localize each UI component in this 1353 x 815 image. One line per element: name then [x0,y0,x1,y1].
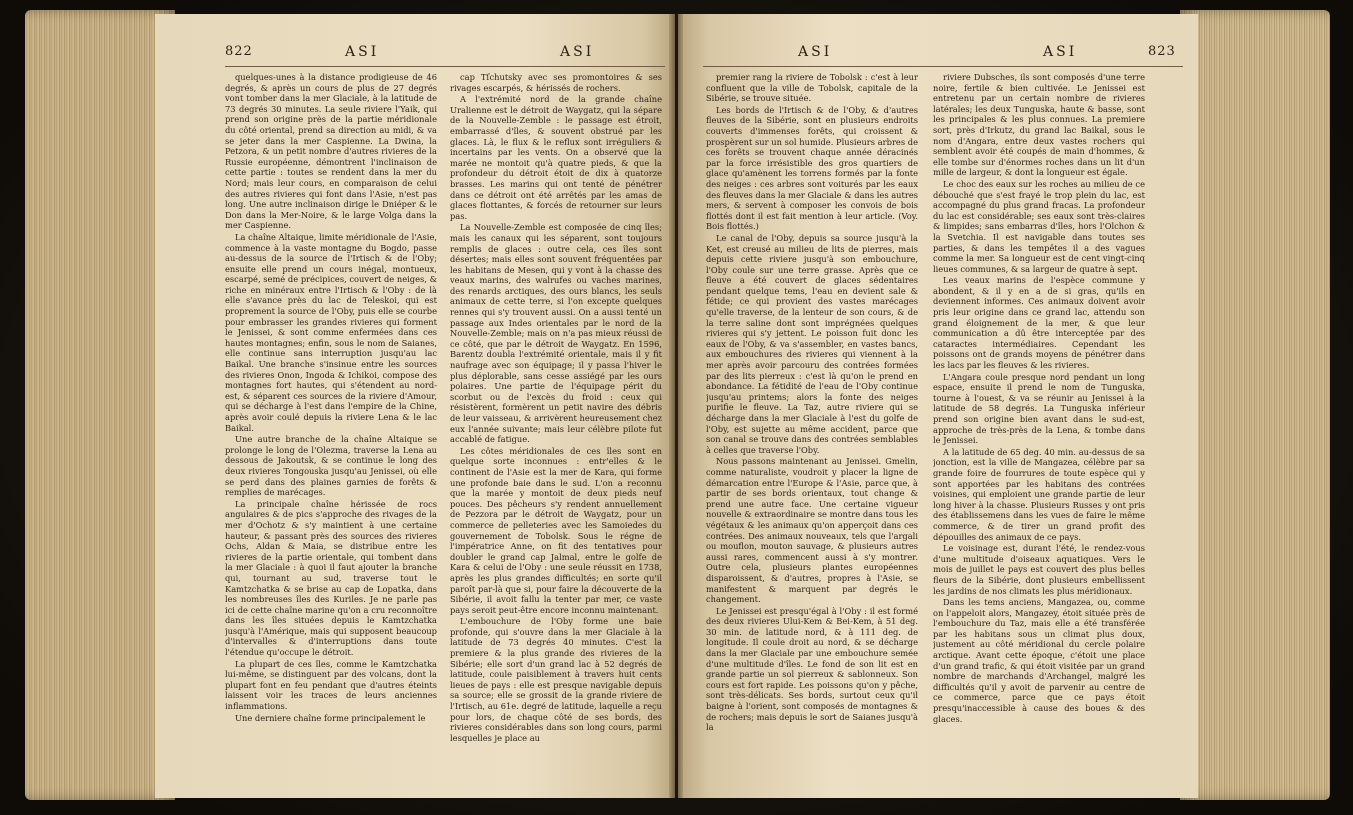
right-page-edges [1180,10,1330,800]
header-rule [225,66,665,67]
paragraph: Nous passons maintenant au Jenissei. Gmelin, comme naturaliste, voudroit y placer la ligne de démarcation entre l'Europe & l'Asie, parce que, à partir de ses bords orientaux, tout change & prend une autre face. Une certaine vigueur nouvelle & extraordinaire se montre dans tous les végétaux & les animaux qu'on apperçoit dans ces contrées. Des animaux nouveaux, tels que l'argali ou mouflon, mouton sauvage, & plusieurs autres aussi rares, commencent aussi à s'y montrer. Outre cela, plusieurs plantes européennes disparoissent, & d'autres, propres à l'Asie, se manifestent & marquent par degrés le changement. [706,456,918,605]
paragraph: Les veaux marins de l'espèce commune y abondent, & il y en a de si gras, qu'ils en deviennent informes. Ces animaux doivent avoir pris leur origine dans ce grand lac, attendu son grand éloignement de la mer, & que leur communication a dû être interceptée par des cataractes intermédiaires. Cependant les poissons ont de grands moyens de pénétrer dans les lacs par les fleuves & les rivieres. [933,275,1145,371]
running-head: ASI [798,44,833,60]
text-column-left-2 [450,72,662,792]
paragraph: cap Tſchutsky avec ses promontoires & ses rivages escarpés, & hérissés de rochers. [450,72,662,93]
running-head: ASI [560,44,595,60]
header-rule [703,66,1183,67]
paragraph: L'Angara coule presque nord pendant un long espace, ensuite il prend le nom de Tunguska, tourne à l'ouest, & va se réunir au Jenissei à la latitude de 58 degrés. La Tunguska inférieur prend son origine bien avant dans le sud-est, approche de très-près de la Lena, & tombe dans le Jenissei. [933,371,1145,446]
paragraph: Le choc des eaux sur les roches au milieu de ce débouché que s'est frayé le trop plein du lac, est accompagné du plus grand fracas. La profondeur du lac est considérable; ses eaux sont très-claires & limpides; sans embarras d'îles, hors l'Olchon & la Svetchia. Il est navigable dans toutes ses parties, & dans les tempêtes il a des vagues comme la mer. Sa longueur est de cent vingt-cinq lieues communes, & sa largeur de quatre à sept. [933,178,1145,274]
paragraph: A la latitude de 65 deg. 40 min. au-dessus de sa jonction, est la ville de Mangazea, célèbre par sa grande foire de fourrures de toute espèce qui y sont apportées par les habitans des contrées voisines, qui emploient une grande partie de leur long hiver à la chasse. Plusieurs Russes y ont pris des établissemens dans les vues de faire le même commerce, & de tirer un grand profit des dépouilles des animaux de ce pays. [933,446,1145,542]
page-number-left: 822 [225,44,253,59]
paragraph: La Nouvelle-Zemble est composée de cinq îles; mais les canaux qui les séparent, sont toujours remplis de glaces : outre cela, ces îles sont désertes; mais elles sont souvent fréquentées par les habitans de Mesen, qui y vont à la chasse des veaux marins, des walrufes ou vaches marines, des renards arctiques, des ours blancs, les seuls animaux de cette terre, si l'on excepte quelques rennes qui s'y trouvent aussi. On a aussi tenté un passage aux Indes orientales par le nord de la Nouvelle-Zemble; mais on n'a pas mieux réussi de ce côté, que par le détroit de Waygatz. En 1596, Barentz doubla l'extrémité orientale, mais il y fit naufrage avec son équipage; il y passa l'hiver le plus déplorable, sans cesse assiégé par les ours polaires. Une partie de l'équipage périt du scorbut ou de l'excès du froid : ceux qui résistèrent, formèrent un petit navire des débris de leur vaisseau, & arrivèrent heureusement chez eux l'année suivante; mais leur célèbre pilote fut accablé de fatigue. [450,222,662,445]
text-column-left-1 [225,72,437,792]
paragraph: L'embouchure de l'Oby forme une baie profonde, qui s'ouvre dans la mer Glaciale à la latitude de 73 degrés 40 minutes. C'est la premiere & la plus grande des rivieres de la Sibérie; elle sort d'un grand lac à 52 degrés de latitude, coule paisiblement à travers huit cents lieues de pays : elle est presque navigable depuis sa source; elle se grossit de la grande riviere de l'Irtisch, au 61e. degré de latitude, laquelle a reçu pour lors, de chaque côté de ses bords, des rivieres considérables dans son long cours, parmi lesquelles je place au [450,616,662,743]
paragraph: Le voisinage est, durant l'été, le rendez-vous d'une multitude d'oiseaux aquatiques. Vers le mois de juillet le pays est couvert des plus belles fleurs de la Sibérie, dont plusieurs embellissent les jardins de nos climats les plus méridionaux. [933,543,1145,596]
paragraph: La chaîne Altaique, limite méridionale de l'Asie, commence à la vaste montagne du Bogdo, passe au-dessus de la source de l'Irtisch & de l'Oby; ensuite elle prend un cours inégal, montueux, escarpé, semé de précipices, couvert de neiges, & riche en minéraux entre l'Irtisch & l'Oby : de là elle s'avance près du lac de Teleskoi, qui est proprement la source de l'Oby, puis elle se courbe pour embrasser les grandes rivieres qui forment le Jenissei, & sont comme enfermées dans ces hautes montagnes; enfin, sous le nom de Saianes, elle continue sans interruption jusqu'au lac Baikal. Une branche s'insinue entre les sources des rivieres Onon, Ingoda & Ichikoi, compose des montagnes fort hautes, qui s'étendent au nord-est, & séparent ces sources de la riviere d'Amour, qui se décharge à l'est dans l'empire de la Chine, après avoir coulé depuis la riviere Lena & le lac Baikal. [225,231,437,433]
paragraph: Les côtes méridionales de ces îles sont en quelque sorte inconnues : entr'elles & le continent de l'Asie est la mer de Kara, qui forme une profonde baie dans le sud. L'on a reconnu que la marée y montoit de deux pieds neuf pouces. Des pêcheurs s'y rendent annuellement de Pezzora par le détroit de Waygatz, pour un commerce de pelleteries avec les Samoiedes du gouvernement de Tobolsk. Sous le régne de l'impératrice Anne, on fit des tentatives pour doubler le grand cap Jalmal, entre le golfe de Kara & celui de l'Oby : une seule réussit en 1738, après les plus grandes difficultés; en sorte qu'il paroît par-là que si, pour faire la découverte de la Sibérie, il avoit fallu la tenter par mer, ce vaste pays seroit peut-être encore inconnu maintenant. [450,445,662,615]
paragraph: La principale chaîne hérissée de rocs angulaires & de pics s'approche des rivages de la mer d'Ochotz & s'y maintient à une certaine hauteur, & passant près des sources des rivieres Ochs, Aldan & Maia, se distribue entre les rivieres de la partie orientale, qui tombent dans la mer Glaciale : à quoi il faut ajouter la branche qui, tournant au sud, traverse tout le Kamtzchatka & se brise au cap de Lopatka, dans les nombreuses îles des Kuriles. Je ne parle pas ici de cette chaîne marine qu'on a cru reconnoître dans les îles situées depuis le Kamtzchatka jusqu'à l'Amérique, mais qui supposent beaucoup d'intervalles & d'interruptions dans toute l'étendue qu'occupe le détroit. [225,498,437,658]
paragraph: Le Jenissei est presqu'égal à l'Oby : il est formé des deux rivieres Ului-Kem & Bei-Kem, à 51 deg. 30 min. de latitude nord, & à 111 deg. de longitude. Il coule droit au nord, & se décharge dans la mer Glaciale par une embouchure semée d'une multitude d'îles. Le fond de son lit est en grande partie un sol pierreux & sablonneux. Son cours est fort rapide. Les poissons qu'on y pêche, sont très-délicats. Ses bords, surtout ceux qu'il baigne à l'orient, sont composés de montagnes & de rochers; mais depuis le sort de Saianes jusqu'à la [706,605,918,733]
paragraph: La plupart de ces îles, comme le Kamtzchatka lui-même, se distinguent par des volcans, dont la plupart font en feu pendant que d'autres éteints laissent voir les traces de leurs anciennes inflammations. [225,658,437,712]
paragraph: Les bords de l'Irtisch & de l'Oby, & d'autres fleuves de la Sibérie, sont en plusieurs endroits couverts d'immenses forêts, qui croissent & prospèrent sur un sol humide. Plusieurs arbres de ces forêts se trouvent chaque année déracinés par la force irrésistible des gros quartiers de glace qu'amènent les torrens formés par la fonte des neiges : ces arbres sont voiturés par les eaux des fleuves dans la mer Glaciale & dans les autres mers, & servent à composer les convois de bois flottés dont il est fait mention à leur article. (Voy. Bois flottés.) [706,104,918,232]
paragraph: Une autre branche de la chaîne Altaique se prolonge le long de l'Olezma, traverse la Lena au dessous de Jakoutsk, & se continue le long des deux rivieres Tongouska jusqu'au Jenissei, où elle se perd dans des plaines garnies de forêts & remplies de marécages. [225,434,437,498]
paragraph: premier rang la riviere de Tobolsk : c'est à leur confluent que la ville de Tobolsk, capitale de la Sibérie, se trouve située. [706,72,918,104]
text-column-right-2 [933,72,1145,792]
left-page-edges [25,10,175,800]
paragraph: quelques-unes à la distance prodigieuse de 46 degrés, & après un cours de plus de 27 degrés vont tomber dans la mer Glaciale, à la latitude de 73 degrés 30 minutes. La seule riviere l'Yaik, qui prend son origine près de la partie méridionale du côté oriental, prend sa direction au midi, & va se jeter dans la mer Caspienne. La Dwina, la Petzora, & un petit nombre d'autres rivieres de la Russie européenne, démontrent l'inclinaison de cette partie : toutes se rendent dans la mer du Nord; mais leur cours, en comparaison de celui des autres rivieres qui font dans l'Asie, n'est pas long. Une autre inclinaison dirige le Dniéper & le Don dans la Mer-Noire, & le large Volga dans la mer Caspienne. [225,72,437,231]
paragraph: riviere Dubsches, ils sont composés d'une terre noire, fertile & bien cultivée. Le Jenissei est entretenu par un certain nombre de rivieres latérales; les deux Tunguska, haute & basse, sont les principales & les plus connues. La premiere sort, près d'Irkutz, du grand lac Baikal, sous le nom d'Angara, entre deux vastes rochers qui semblent avoir été coupés de main d'hommes, & elle tombe sur d'énormes roches dans un lit d'un mille de largeur, & dont la longueur est égale. [933,72,1145,178]
left-page [155,14,675,798]
paragraph: A l'extrémité nord de la grande chaîne Uralienne est le détroit de Waygatz, qui la sépare de la Nouvelle-Zemble : le passage est étroit, embarrassé d'îles, & souvent obstrué par les glaces. Là, le flux & le reflux sont irréguliers & incertains par les vents. On a observé que la marée ne montoit qu'à quatre pieds, & que la profondeur du détroit étoit de dix à quatorze brasses. Les marins qui ont tenté de pénétrer dans ce détroit ont été arrêtés par les amas de glaces flottantes, & forcés de retourner sur leurs pas. [450,94,662,221]
paragraph: Le canal de l'Oby, depuis sa source jusqu'à la Ket, est creusé au milieu de lits de pierres, mais depuis cette riviere jusqu'à son embouchure, l'Oby coule sur une terre grasse. Après que ce fleuve a été couvert de glaces sédentaires pendant quelque tems, l'eau en devient sale & fétide; ce qui provient des vastes marécages qu'elle traverse, de la lenteur de son cours, & de la terre saline dont sont imprégnées quelques rivieres qui s'y jettent. Le poisson fuit donc les eaux de l'Oby, & va s'assembler, en vastes bancs, aux embouchures des rivieres qui viennent à la mer après avoir parcouru des contrées formées par des lits pierreux : c'est là qu'on le prend en abondance. La fétidité de l'eau de l'Oby continue jusqu'au printems; alors la fonte des neiges purifie le fleuve. La Taz, autre riviere qui se décharge dans la mer Glaciale à l'est du golfe de l'Oby, est sujette au même accident, parce que son canal se trouve dans des contrées semblables à celles que traverse l'Oby. [706,232,918,455]
book-gutter [669,14,683,798]
running-head: ASI [345,44,380,60]
page-number-right: 823 [1148,44,1176,59]
paragraph: Une derniere chaîne forme principalement le [235,712,426,723]
right-page [678,14,1198,798]
text-column-right-1 [706,72,918,792]
paragraph: Dans les tems anciens, Mangazea, ou, comme on l'appeloit alors, Mangazey, étoit située près de l'embouchure du Taz, mais elle a été transférée par les habitans sous un climat plus doux, justement au côté méridional du cercle polaire arctique. Avant cette époque, c'étoit une place d'un grand trafic, & qui étoit visitée par un grand nombre de marchands d'Archangel, malgré les difficultés qu'il y avoit de parvenir au centre de ce commerce, parce que ce pays étoit presqu'inaccessible à cause des boues & des glaces. [933,597,1145,724]
running-head: ASI [1043,44,1078,60]
